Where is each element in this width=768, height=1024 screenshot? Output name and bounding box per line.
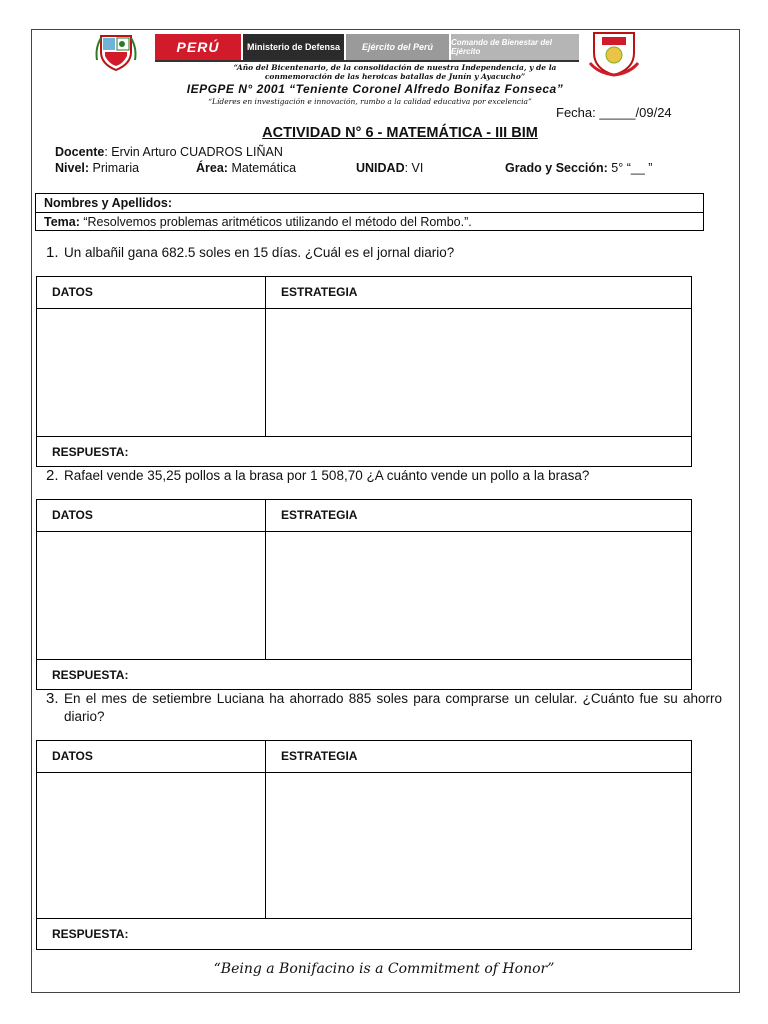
worksheet-table-1 bbox=[36, 276, 692, 467]
year-motto: “Año del Bicentenario, de la consolidación de nuestra Independencia, y de la conmemoración de las heroicas batallas de Junín y Ayacucho” bbox=[233, 63, 557, 81]
problem-1: 1. Un albañil gana 682.5 soles en 15 días. ¿Cuál es el jornal diario? bbox=[46, 244, 455, 261]
activity-title: ACTIVIDAD N° 6 - MATEMÁTICA - III BIM bbox=[262, 125, 538, 141]
level-info: Nivel: Primaria bbox=[55, 161, 140, 175]
datos-header: DATOS bbox=[37, 277, 266, 308]
datos-cell[interactable] bbox=[37, 773, 266, 918]
school-slogan: “Líderes en investigación e innovación, rumbo a la calidad educativa por excelencia” bbox=[208, 97, 532, 106]
problem-3: 3. En el mes de setiembre Luciana ha ahorrado 885 soles para comprarse un celular. ¿Cuánto fue su ahorro diario? bbox=[46, 690, 722, 724]
datos-cell[interactable] bbox=[37, 309, 266, 436]
student-name-field[interactable]: Nombres y Apellidos: bbox=[36, 194, 703, 213]
peru-coat-of-arms-logo bbox=[93, 30, 139, 74]
banner-ejercito: Ejército del Perú bbox=[346, 34, 449, 60]
datos-header: DATOS bbox=[37, 500, 266, 531]
estrategia-header: ESTRATEGIA bbox=[281, 285, 358, 299]
estrategia-header: ESTRATEGIA bbox=[281, 508, 358, 522]
worksheet-table-2 bbox=[36, 499, 692, 690]
estrategia-cell[interactable] bbox=[266, 773, 691, 918]
teacher-info: Docente: Ervin Arturo CUADROS LIÑAN bbox=[55, 145, 283, 159]
area-info: Área: Matemática bbox=[196, 161, 297, 175]
estrategia-cell[interactable] bbox=[266, 309, 691, 436]
banner-underline bbox=[155, 60, 579, 62]
banner-peru: PERÚ bbox=[155, 34, 241, 60]
datos-header: DATOS bbox=[37, 741, 266, 772]
respuesta-row[interactable]: RESPUESTA: bbox=[52, 445, 129, 459]
student-info-box bbox=[35, 193, 704, 231]
estrategia-header: ESTRATEGIA bbox=[281, 749, 358, 763]
unit-info: UNIDAD: VI bbox=[356, 161, 424, 175]
datos-cell[interactable] bbox=[37, 532, 266, 659]
banner-comando: Comando de Bienestar del Ejército bbox=[451, 34, 579, 60]
problem-2: 2. Rafael vende 35,25 pollos a la brasa por 1 508,70 ¿A cuánto vende un pollo a la brasa? bbox=[46, 467, 590, 484]
footer-quote: “Being a Bonifacino is a Commitment of Honor” bbox=[213, 961, 555, 977]
topic-row: Tema: “Resolvemos problemas aritméticos utilizando el método del Rombo.”. bbox=[44, 215, 472, 229]
banner-ministerio: Ministerio de Defensa bbox=[243, 34, 344, 60]
worksheet-table-3 bbox=[36, 740, 692, 950]
estrategia-cell[interactable] bbox=[266, 532, 691, 659]
school-name: IEPGPE N° 2001 “Teniente Coronel Alfredo Bonifaz Fonseca” bbox=[186, 82, 564, 96]
respuesta-row[interactable]: RESPUESTA: bbox=[52, 668, 129, 682]
respuesta-row[interactable]: RESPUESTA: bbox=[52, 927, 129, 941]
grade-section-info: Grado y Sección: 5° “__ ” bbox=[505, 161, 653, 175]
date-field: Fecha: _____/09/24 bbox=[556, 105, 672, 120]
